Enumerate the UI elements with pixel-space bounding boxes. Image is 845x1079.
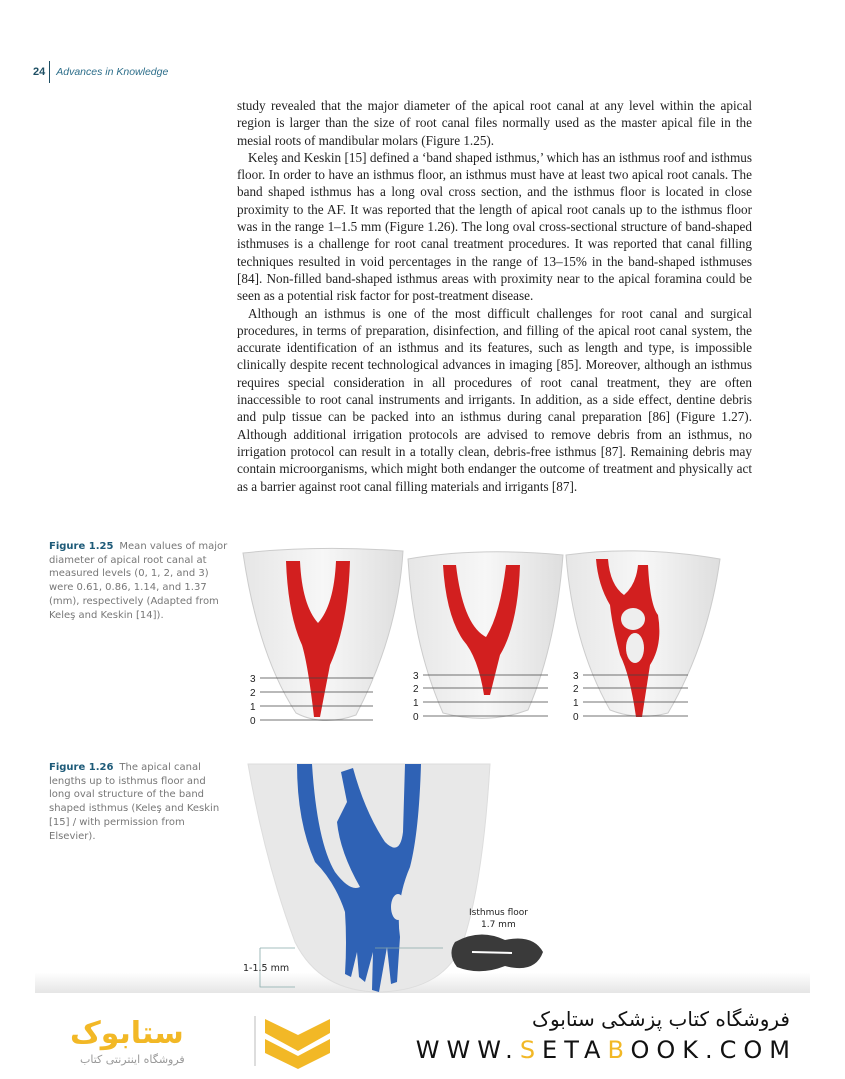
url-part: B [607, 1036, 631, 1064]
url-part: S [519, 1036, 543, 1064]
level-label: 3 [573, 671, 579, 682]
setabook-logo [60, 1011, 335, 1071]
page-number: 24 [33, 66, 46, 78]
level-label: 0 [573, 712, 579, 723]
tooth-2 [408, 552, 563, 719]
running-header [33, 61, 168, 83]
paragraph: study revealed that the major diameter of the apical root canal at any level within the apical region is larger than the size of root canal files normally used as the master apical file in the mesial roots of mandibular molars (Figure 1.25). [237, 98, 752, 148]
body-text [237, 97, 752, 495]
caption-text: Mean values of major diameter of apical root canal at measured levels (0, 1, 2, and 3) were 0.61, 0.86, 1.14, and 1.37 (mm), respectively (Adapted from Keleş and Keskin [14]). [49, 541, 228, 621]
figure-1-25-caption [49, 540, 229, 622]
isthmus-floor-label: Isthmus floor [469, 908, 528, 918]
figure-label: Figure 1.26 [49, 762, 114, 773]
level-label: 3 [250, 674, 256, 685]
isthmus-width-label: 1.7 mm [481, 920, 516, 930]
level-label: 3 [413, 671, 419, 682]
level-label: 2 [413, 684, 419, 695]
caption-text: The apical canal lengths up to isthmus floor and long oval structure of the band shaped isthmus (Keleş and Keskin [15] / with permission from Elsevier). [49, 762, 220, 842]
url-part: ETA [542, 1036, 608, 1064]
logo-text: ستابوک [70, 1016, 184, 1051]
url-part: WWW. [415, 1036, 520, 1064]
level-label: 1 [573, 698, 579, 709]
tooth-3 [566, 551, 720, 717]
logo-subtitle: فروشگاه اینترنتی کتاب [80, 1053, 185, 1066]
tooth-1 [243, 548, 403, 720]
figure-label: Figure 1.25 [49, 541, 114, 552]
level-label: 1 [250, 702, 256, 713]
level-label: 1 [413, 698, 419, 709]
running-title: Advances in Knowledge [56, 66, 169, 78]
header-divider [49, 61, 50, 83]
footer-banner [0, 993, 845, 1079]
figure-1-25-image [238, 545, 728, 730]
length-label: 1-1.5 mm [243, 963, 290, 974]
url-part: OOK.COM [630, 1036, 797, 1064]
level-label: 0 [250, 716, 256, 727]
paragraph: Although an isthmus is one of the most difficult challenges for root canal and surgical procedures, in terms of preparation, disinfection, and filling of the apical root canal system, the accurate identification of an isthmus and its features, such as length and type, is impossible clinically despite recent technological advances in imaging [85]. Moreover, although an isthmus requires special consideration in all procedures of root canal treatment, they are often inaccessible to root canal instruments and irrigants. In addition, as a side effect, dentine debris and pulp tissue can be packed into an isthmus during canal preparation [86] (Figure 1.27). Although additional irrigation protocols are advised to remove debris from an isthmus, no irrigation protocol can result in a totally clean, debris-free isthmus [87]. Remaining debris may contain microorganisms, which might both endanger the outcome of treatment and physically act as a barrier against root canal filling materials and irrigants [87]. [237, 305, 752, 494]
level-label: 2 [573, 684, 579, 695]
paragraph: Keleş and Keskin [15] defined a ‘band shaped isthmus,’ which has an isthmus roof and isthmus floor. In order to have an isthmus floor, an isthmus must have at least two apical root canals. The band shaped isthmus has a long oval cross section, and the isthmus floor is located in close proximity to the AF. It was reported that the length of apical root canals up to the isthmus floor was in the range 1–1.5 mm (Figure 1.26). The long oval cross-sectional structure of band-shaped isthmuses is a challenge for root canal treatment procedures. It was reported that canal filling techniques resulted in void percentages in the range of 13–15% in the band-shaped isthmuses [84]. Non-filled band-shaped isthmus areas with proximity near to the apical foramina could be seen as a potential risk factor for post-treatment disease. [237, 149, 752, 304]
store-name: فروشگاه کتاب پزشکی ستابوک [532, 1007, 790, 1031]
level-label: 2 [250, 688, 256, 699]
store-url[interactable] [416, 1036, 797, 1064]
level-label: 0 [413, 712, 419, 723]
figure-1-26-image [35, 762, 810, 994]
